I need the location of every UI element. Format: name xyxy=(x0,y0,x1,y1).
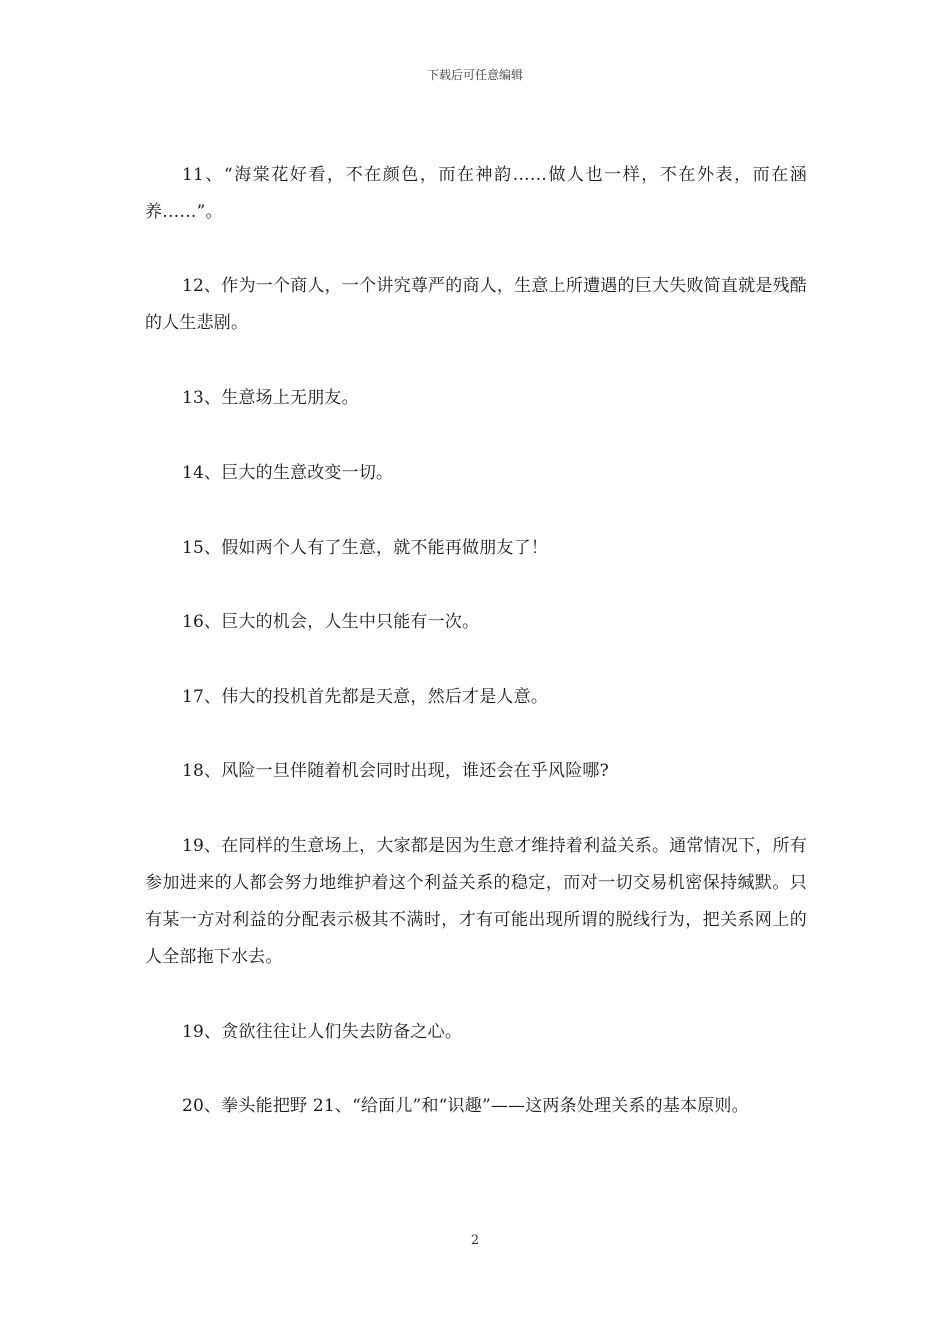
paragraph-14: 14、巨大的生意改变一切。 xyxy=(182,463,394,483)
paragraph-19: 19、在同样的生意场上，大家都是因为生意才维持着利益关系。通常情况下，所有参加进来的人都会努力地维护着这个利益关系的稳定，而对一切交易机密保持缄默。只有某一方对利益的分配表示极其不满时，才有可能出现所谓的脱线行为，把关系网上的人全部拖下水去。 xyxy=(145,836,807,967)
paragraph-11: 11、“海棠花好看，不在颜色，而在神韵……做人也一样，不在外表，而在涵养……”。 xyxy=(145,165,807,222)
paragraph-19b: 19、贪欲往往让人们失去防备之心。 xyxy=(182,1022,463,1042)
paragraph-16: 16、巨大的机会，人生中只能有一次。 xyxy=(182,612,480,632)
paragraph-20: 20、拳头能把野 21、“给面儿”和“识趣”——这两条处理关系的基本原则。 xyxy=(182,1096,749,1116)
paragraph-15: 15、假如两个人有了生意，就不能再做朋友了！ xyxy=(182,538,549,558)
paragraph-18: 18、风险一旦伴随着机会同时出现，谁还会在乎风险哪? xyxy=(182,761,609,781)
paragraph-13: 13、生意场上无朋友。 xyxy=(182,388,359,408)
paragraph-17: 17、伟大的投机首先都是天意，然后才是人意。 xyxy=(182,687,549,707)
paragraph-12: 12、作为一个商人，一个讲究尊严的商人，生意上所遭遇的巨大失败简直就是残酷的人生悲剧。 xyxy=(145,276,807,333)
page-header-note: 下载后可任意编辑 xyxy=(426,68,523,82)
page-number: 2 xyxy=(470,1233,480,1248)
